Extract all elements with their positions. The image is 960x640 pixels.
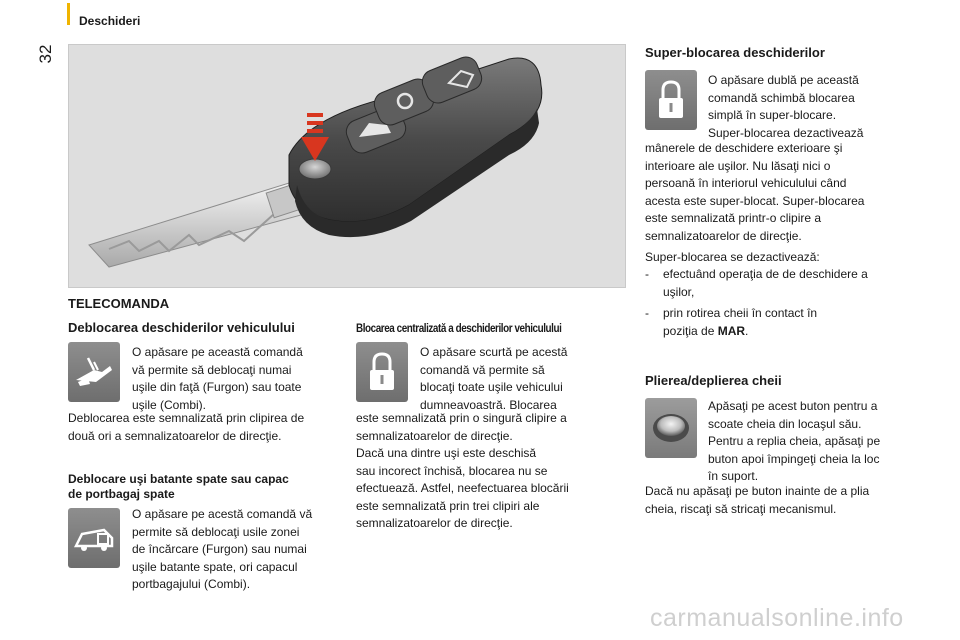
super-lock-line-1: O apăsare dublă pe această xyxy=(708,73,859,87)
rear-unlock-heading-line-2: de portbagaj spate xyxy=(68,487,175,501)
central-lock-line-2: comandă vă permite să xyxy=(420,362,545,377)
super-lock-line-10: semnalizatoarelor de direcţie. xyxy=(645,228,802,243)
fold-key-line-7: cheia, riscaţi să stricaţi mecanismul. xyxy=(645,501,837,516)
key-fold-button-icon xyxy=(645,398,697,458)
fold-key-line-2: scoate cheia din locaşul său. xyxy=(708,416,862,431)
bullet-1-line-1: efectuând operaţia de de deschidere a xyxy=(663,267,868,281)
rear-unlock-line-2: permite să deblocaţi usile zonei xyxy=(132,524,300,539)
super-lock-line-5: mânerele de deschidere exterioare şi xyxy=(645,141,843,155)
central-lock-line-6: semnalizatoarelor de direcţie. xyxy=(356,428,513,443)
van-rear-icon xyxy=(68,508,120,568)
padlock-icon xyxy=(356,342,408,402)
unlock-line-5: Deblocarea este semnalizată prin clipirea de xyxy=(68,411,305,425)
super-lock-line-9: este semnalizată printr-o clipire a xyxy=(645,211,822,225)
central-lock-line-7: Dacă una dintre uşi este deschisă xyxy=(356,446,537,460)
bullet-2-dash: - xyxy=(645,306,649,320)
remote-key-illustration xyxy=(68,44,626,288)
fold-key-heading: Plierea/deplierea cheii xyxy=(645,373,782,388)
bullet-2-line-2 xyxy=(663,323,748,341)
mar-position: MAR xyxy=(717,323,746,338)
bullet-2-line-1: prin rotirea cheii în contact în xyxy=(663,306,818,320)
bullet-2-line-2-text: poziţia de xyxy=(663,323,718,338)
rear-unlock-line-5: portbagajului (Combi). xyxy=(132,577,251,591)
super-lock-line-6: interioare ale uşilor. Nu lăsaţi nici o xyxy=(645,158,831,173)
section-accent-bar xyxy=(67,3,70,25)
padlock-icon xyxy=(645,70,697,130)
super-lock-line-2: comandă schimbă blocarea xyxy=(708,90,855,105)
page-number: 32 xyxy=(36,44,55,64)
fold-key-line-6: Dacă nu apăsaţi pe buton inainte de a plia xyxy=(645,484,870,498)
section-title: Deschideri xyxy=(79,14,141,28)
fold-key-line-5: în suport. xyxy=(708,469,759,483)
telecomanda-heading: TELECOMANDA xyxy=(68,296,170,311)
central-lock-line-4: dumneavoastră. Blocarea xyxy=(420,397,557,412)
super-lock-line-3: simplă în super-blocare. xyxy=(708,108,837,122)
unlock-line-4: uşile (Combi). xyxy=(132,397,207,412)
central-lock-heading: Blocarea centralizată a deschiderilor vehiculului xyxy=(356,323,562,335)
key-unlock-icon xyxy=(68,342,120,402)
unlock-line-6: două ori a semnalizatoarelor de direcţie. xyxy=(68,428,282,443)
super-lock-heading: Super-blocarea deschiderilor xyxy=(645,45,825,60)
super-lock-line-8: acesta este super-blocat. Super-blocarea xyxy=(645,193,865,208)
fold-key-line-3: Pentru a replia cheia, apăsaţi pe xyxy=(708,434,881,448)
fold-key-line-1: Apăsaţi pe acest buton pentru a xyxy=(708,399,878,413)
unlock-line-1: O apăsare pe această comandă xyxy=(132,345,303,359)
rear-unlock-line-4: uşile batante spate, ori capacul xyxy=(132,559,298,574)
rear-unlock-line-1: O apăsare pe acestă comandă vă xyxy=(132,507,313,521)
central-lock-line-10: este semnalizată prin trei clipiri ale xyxy=(356,498,540,513)
rear-unlock-line-3: de încărcare (Furgon) sau numai xyxy=(132,542,307,556)
watermark: carmanualsonline.info xyxy=(650,604,904,632)
unlock-line-2: vă permite să deblocaţi numai xyxy=(132,362,292,377)
bullet-2-suffix: . xyxy=(745,323,749,338)
central-lock-line-11: semnalizatoarelor de direcţie. xyxy=(356,516,513,530)
central-lock-line-8: sau incorect închisă, blocarea nu se xyxy=(356,463,548,478)
central-lock-line-9: efectuează. Astfel, neefectuarea blocării xyxy=(356,481,569,495)
unlock-line-3: uşile din faţă (Furgon) sau toate xyxy=(132,380,302,394)
rear-unlock-heading-line-1: Deblocare uşi batante spate sau capac xyxy=(68,472,289,486)
super-lock-line-7: persoană în interiorul vehiculului când xyxy=(645,176,847,190)
super-lock-deactivate-intro: Super-blocarea se dezactivează: xyxy=(645,250,820,264)
bullet-1-line-2: uşilor, xyxy=(663,284,695,299)
central-lock-line-1: O apăsare scurtă pe acestă xyxy=(420,345,568,359)
unlock-heading: Deblocarea deschiderilor vehiculului xyxy=(68,320,295,335)
central-lock-line-5: este semnalizată prin o singură clipire a xyxy=(356,411,567,425)
fold-key-line-4: buton apoi împingeţi cheia la loc xyxy=(708,451,880,466)
super-lock-line-4: Super-blocarea dezactivează xyxy=(708,125,864,140)
bullet-1-dash: - xyxy=(645,267,649,281)
central-lock-line-3: blocaţi toate uşile vehicului xyxy=(420,380,563,394)
